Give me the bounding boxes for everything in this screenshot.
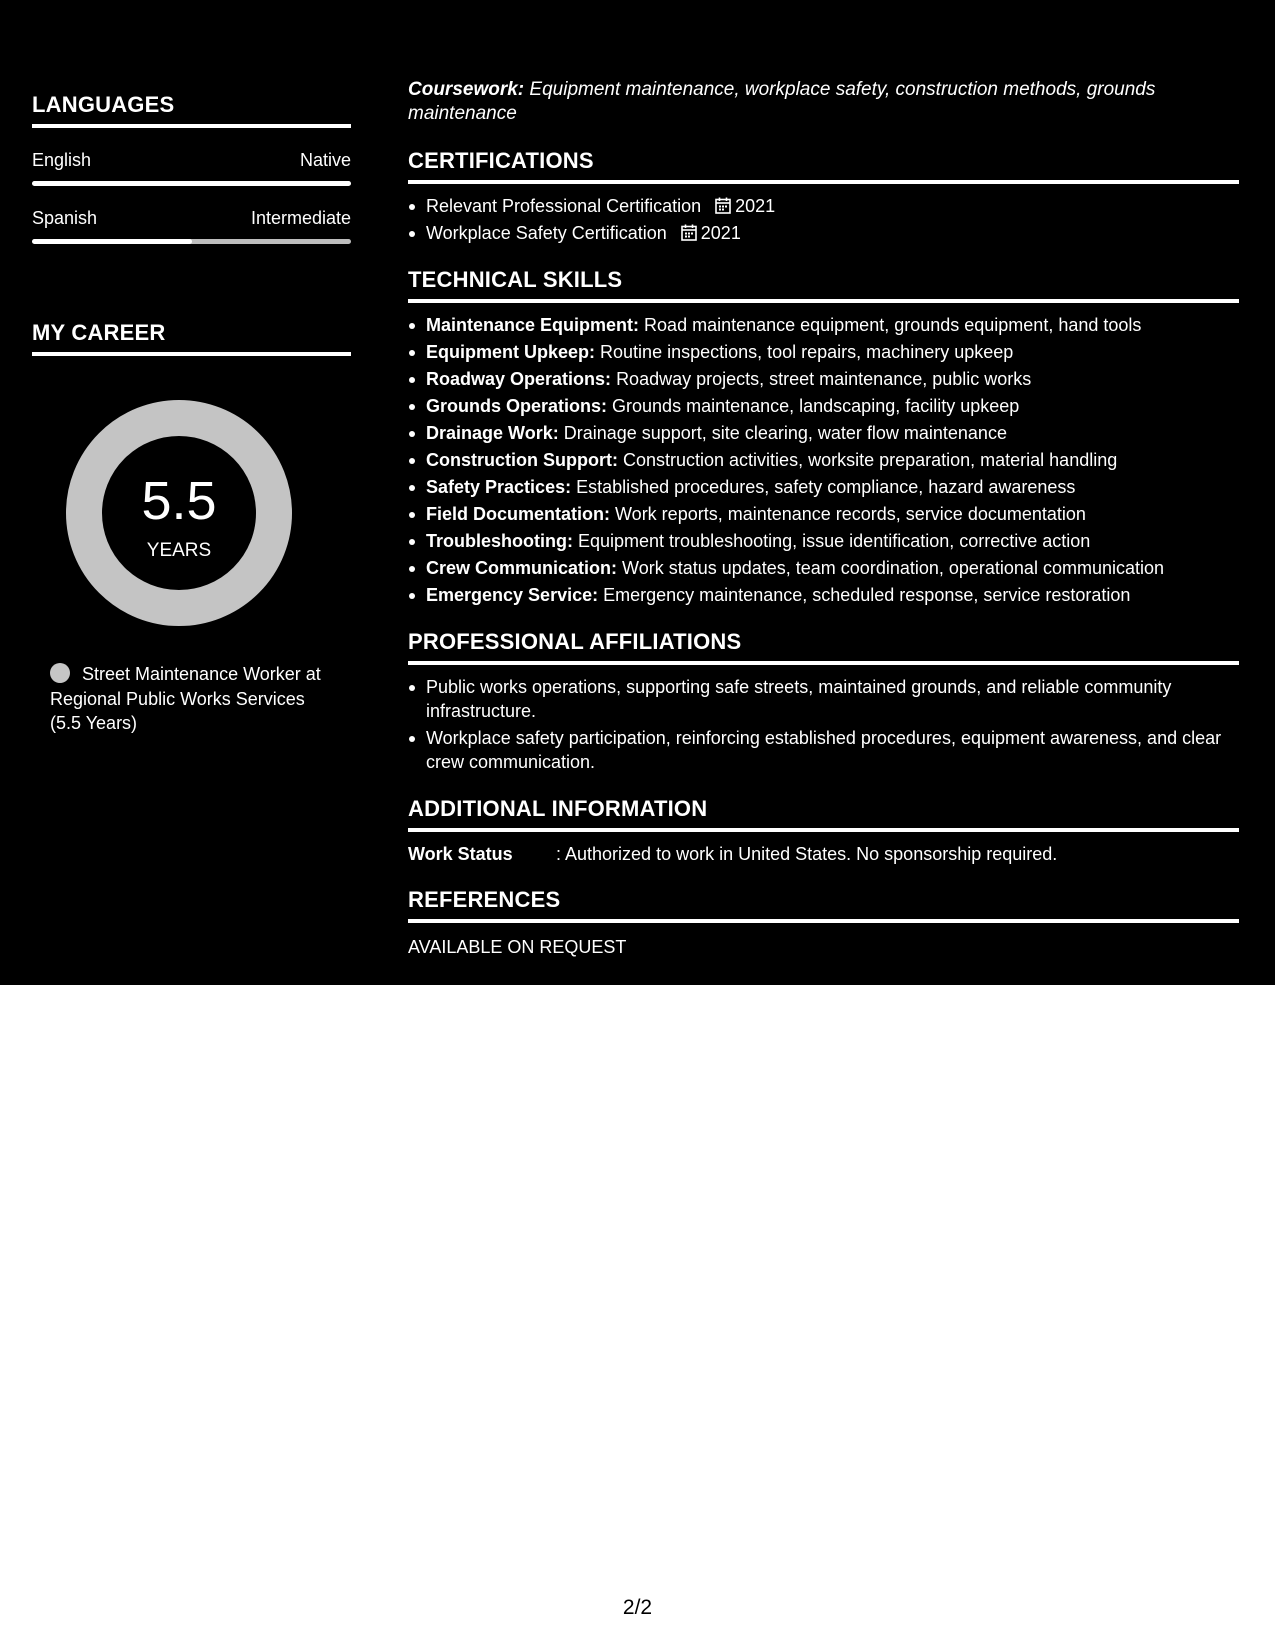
career-years-label: YEARS xyxy=(146,540,212,561)
work-status-row xyxy=(408,844,1239,865)
calendar-icon xyxy=(715,197,731,214)
skill-text: Routine inspections, tool repairs, machinery upkeep xyxy=(600,342,1014,362)
certification-name: Relevant Professional Certification xyxy=(426,196,702,216)
technical-skills-heading: TECHNICAL SKILLS xyxy=(408,267,1239,303)
coursework-label: Coursework: xyxy=(408,79,525,100)
affiliations-heading: PROFESSIONAL AFFILIATIONS xyxy=(408,629,1239,665)
skill-item xyxy=(408,340,1239,364)
page-number: 2/2 xyxy=(622,1596,653,1619)
work-status-value: : Authorized to work in United States. No sponsorship required. xyxy=(556,844,1058,864)
skill-label: Equipment Upkeep: xyxy=(426,342,596,362)
additional-info-heading: ADDITIONAL INFORMATION xyxy=(408,796,1239,832)
certification-name: Workplace Safety Certification xyxy=(426,223,667,243)
language-proficiency-bar xyxy=(32,181,351,186)
affiliations-list xyxy=(408,675,1239,774)
language-name: Spanish xyxy=(32,208,98,228)
skill-item xyxy=(408,502,1239,526)
right-column xyxy=(408,78,1239,958)
skill-label: Troubleshooting: xyxy=(426,531,573,551)
language-proficiency-fill xyxy=(32,181,351,186)
certifications-heading: CERTIFICATIONS xyxy=(408,148,1239,184)
skill-label: Construction Support: xyxy=(426,450,618,470)
skill-text: Work reports, maintenance records, service documentation xyxy=(615,504,1086,524)
skill-text: Drainage support, site clearing, water flow maintenance xyxy=(563,423,1007,443)
skill-label: Safety Practices: xyxy=(426,477,572,497)
additional-info-section xyxy=(408,796,1239,865)
skill-label: Emergency Service: xyxy=(426,585,599,605)
references-text: AVAILABLE ON REQUEST xyxy=(408,937,627,957)
language-item xyxy=(32,150,351,186)
skill-text: Work status updates, team coordination, operational communication xyxy=(622,558,1164,578)
skill-text: Roadway projects, street maintenance, public works xyxy=(616,369,1032,389)
affiliations-section xyxy=(408,629,1239,774)
skill-text: Equipment troubleshooting, issue identification, corrective action xyxy=(578,531,1091,551)
career-years-value: 5.5 xyxy=(141,471,217,531)
skill-text: Grounds maintenance, landscaping, facility upkeep xyxy=(612,396,1020,416)
language-level: Intermediate xyxy=(250,208,351,228)
certifications-list xyxy=(408,194,1239,245)
skill-label: Grounds Operations: xyxy=(426,396,608,416)
work-status-key: Work Status xyxy=(408,844,513,864)
skill-text: Established procedures, safety compliance, hazard awareness xyxy=(576,477,1076,497)
skill-item xyxy=(408,556,1239,580)
skill-item xyxy=(408,313,1239,337)
career-years-donut xyxy=(66,400,292,626)
certification-year: 2021 xyxy=(735,196,776,216)
skill-label: Drainage Work: xyxy=(426,423,559,443)
skill-item xyxy=(408,583,1239,607)
skill-label: Maintenance Equipment: xyxy=(426,315,640,335)
skill-item xyxy=(408,421,1239,445)
calendar-icon xyxy=(681,224,697,241)
language-proficiency-fill xyxy=(32,239,192,244)
language-level: Native xyxy=(299,150,351,170)
language-item xyxy=(32,208,351,244)
certification-year: 2021 xyxy=(700,223,741,243)
affiliation-item: Workplace safety participation, reinforcing established procedures, equipment awareness, and clear crew communication. xyxy=(408,726,1239,774)
skill-text: Emergency maintenance, scheduled response, service restoration xyxy=(603,585,1131,605)
language-name: English xyxy=(32,150,92,170)
skill-label: Field Documentation: xyxy=(426,504,610,524)
references-heading: REFERENCES xyxy=(408,887,1239,923)
left-column xyxy=(32,92,351,736)
coursework-text: Equipment maintenance, workplace safety, construction methods, grounds maintenance xyxy=(408,79,1156,124)
skill-item xyxy=(408,394,1239,418)
skill-label: Roadway Operations: xyxy=(426,369,612,389)
technical-skills-list xyxy=(408,313,1239,607)
certification-item xyxy=(408,194,1239,218)
languages-heading: LANGUAGES xyxy=(32,92,351,128)
career-heading: MY CAREER xyxy=(32,320,351,356)
affiliation-item: Public works operations, supporting safe streets, maintained grounds, and reliable community infrastructure. xyxy=(408,675,1239,723)
skill-item xyxy=(408,475,1239,499)
certification-item xyxy=(408,221,1239,245)
coursework-line xyxy=(408,78,1239,126)
career-entry-text: Street Maintenance Worker at Regional Public Works Services (5.5 Years) xyxy=(50,664,321,733)
circle-dot-icon xyxy=(50,663,70,683)
skill-item xyxy=(408,367,1239,391)
skill-item xyxy=(408,529,1239,553)
skill-item xyxy=(408,448,1239,472)
skill-text: Construction activities, worksite preparation, material handling xyxy=(623,450,1118,470)
career-entry xyxy=(50,662,340,736)
technical-skills-section xyxy=(408,267,1239,607)
skill-label: Crew Communication: xyxy=(426,558,618,578)
skill-text: Road maintenance equipment, grounds equipment, hand tools xyxy=(644,315,1142,335)
language-proficiency-bar xyxy=(32,239,351,244)
certifications-section xyxy=(408,148,1239,245)
references-section xyxy=(408,887,1239,958)
